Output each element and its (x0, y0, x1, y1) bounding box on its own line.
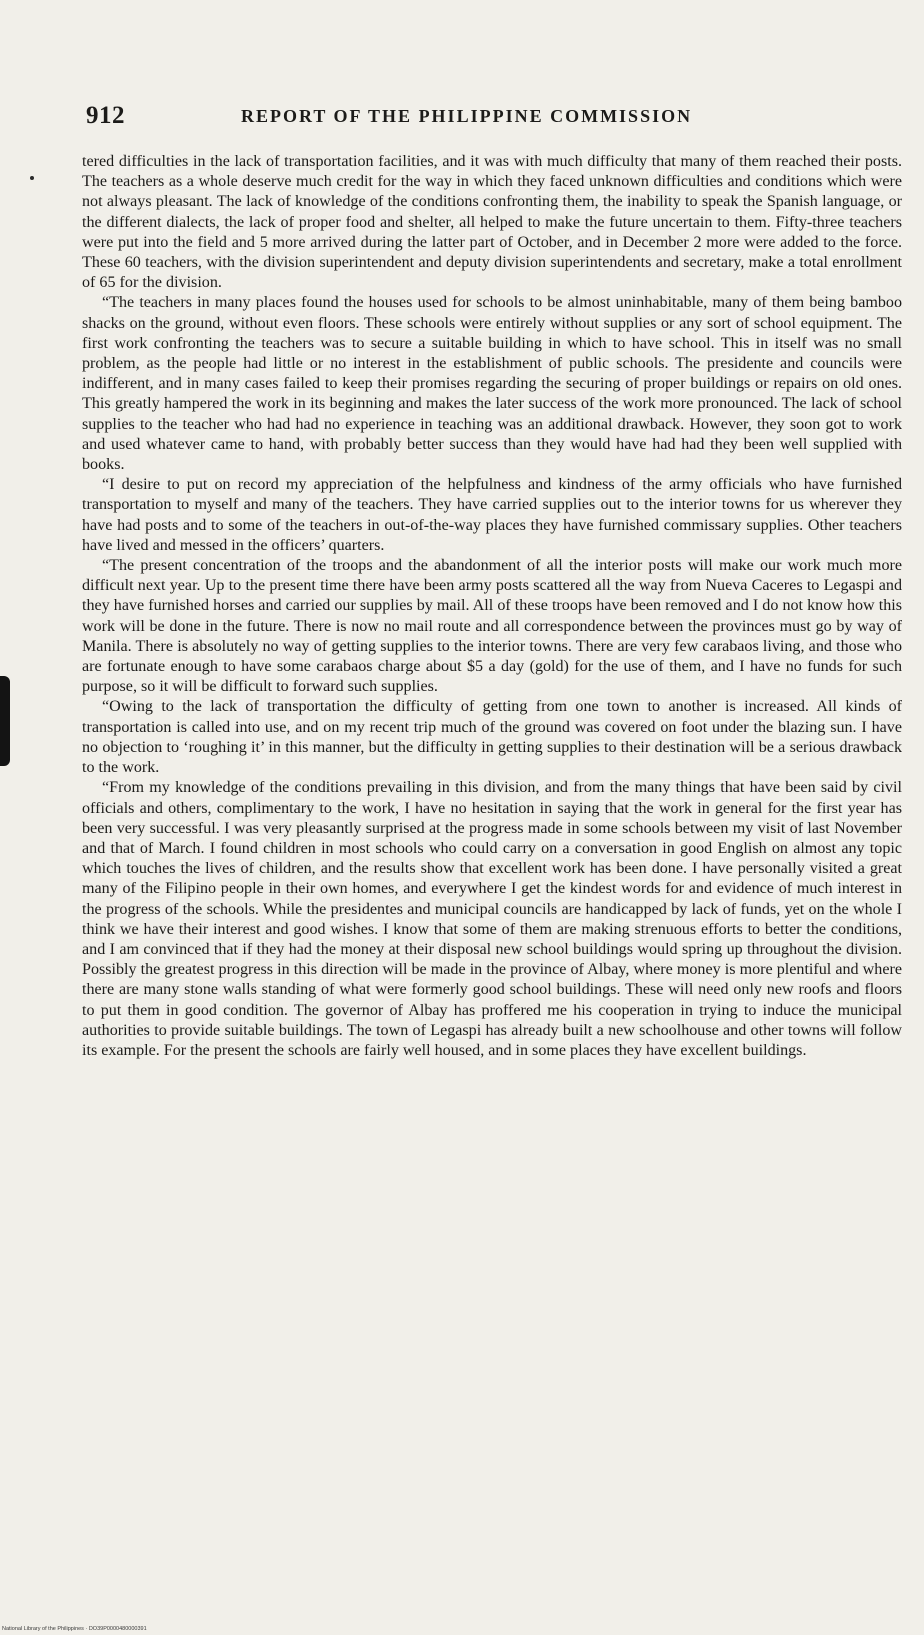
margin-mark (30, 176, 34, 180)
page-number: 912 (86, 102, 125, 129)
paragraph: “From my knowledge of the conditions prevailing in this division, and from the many things that have been said by civil officials and others, complimentary to the work, I have no hesitation in saying that the work in general for the first year has been very successful. I was very pleasantly surprised at the progress made in some schools between my visit of last November and that of March. I found children in most schools who could carry on a conversation in good English on almost any topic which touches the lives of children, and the results show that excellent work has been done. I have personally visited a great many of the Filipino people in their own homes, and everywhere I get the kindest words for and evidence of much interest in the progress of the schools. While the presidentes and municipal councils are handicapped by lack of funds, yet on the whole I think we have their interest and good wishes. I know that some of them are making strenuous efforts to better the conditions, and I am convinced that if they had the money at their disposal new school buildings would spring up throughout the division. Possibly the greatest progress in this direction will be made in the province of Albay, where money is more plentiful and where there are many stone walls standing of what were formerly good school buildings. These will need only new roofs and floors to put them in good condition. The governor of Albay has proffered me his cooperation in trying to induce the municipal authorities to provide suitable buildings. The town of Legaspi has already built a new schoolhouse and other towns will follow its example. For the present the schools are fairly well housed, and in some places they have excellent buildings. (82, 779, 902, 1059)
paragraph: “The teachers in many places found the houses used for schools to be almost uninhabitable, many of them being bamboo shacks on the ground, without even floors. These schools were entirely without supplies or any sort of school equipment. The first work confronting the teachers was to secure a suitable building in which to have school. This in itself was no small problem, as the people had little or no interest in the establishment of public schools. The presidente and councils were indifferent, and in many cases failed to keep their promises regarding the securing of proper buildings or repairs on old ones. This greatly hampered the work in its beginning and makes the later success of the work more pronounced. The lack of school supplies to the teacher who had had no experience in teaching was an additional drawback. However, they soon got to work and used whatever came to hand, with probably better success than they would have had had they been well supplied with books. (82, 294, 902, 474)
archive-footer: National Library of the Philippines · DO39P0000480000391 (2, 1626, 147, 1632)
paragraph: tered difficulties in the lack of transportation facilities, and it was with much difficulty that many of them reached their posts. The teachers as a whole deserve much credit for the way in which they faced unknown difficulties and conditions which were not always pleasant. The lack of knowledge of the conditions confronting them, the inability to speak the Spanish language, or the different dialects, the lack of proper food and shelter, all helped to make the future uncertain to them. Fifty-three teachers were put into the field and 5 more arrived during the latter part of October, and in December 2 more were added to the force. These 60 teachers, with the division superintendent and deputy division superintendents and secretary, make a total enrollment of 65 for the division. (82, 153, 902, 292)
running-head: REPORT OF THE PHILIPPINE COMMISSION (241, 106, 693, 126)
page-header (86, 102, 846, 132)
binding-shadow (0, 676, 10, 766)
paragraph: “I desire to put on record my appreciation of the helpfulness and kindness of the army officials who have furnished transportation to myself and many of the teachers. They have carried supplies out to the interior towns for us wherever they have had posts and to some of the teachers in out-of-the-way places they have furnished commissary supplies. Other teachers have lived and messed in the officers’ quarters. (82, 476, 902, 554)
paragraph: “The present concentration of the troops and the abandonment of all the interior posts will make our work much more difficult next year. Up to the present time there have been army posts scattered all the way from Nueva Caceres to Legaspi and they have furnished horses and carried our supplies by mail. All of these troops have been removed and I do not know how this work will be done in the future. There is now no mail route and all correspondence between the provinces must go by way of Manila. There is absolutely no way of getting supplies to the interior towns. There are very few carabaos living, and those who are fortunate enough to have some carabaos charge about $5 a day (gold) for the use of them, and I have no funds for such purpose, so it will be difficult to forward such supplies. (82, 557, 902, 696)
report-body (82, 152, 902, 1542)
paragraph: “Owing to the lack of transportation the difficulty of getting from one town to another is increased. All kinds of transportation is called into use, and on my recent trip much of the ground was covered on foot under the blazing sun. I have no objection to ‘roughing it’ in this manner, but the difficulty in getting supplies to their destination will be a serious drawback to the work. (82, 698, 902, 777)
